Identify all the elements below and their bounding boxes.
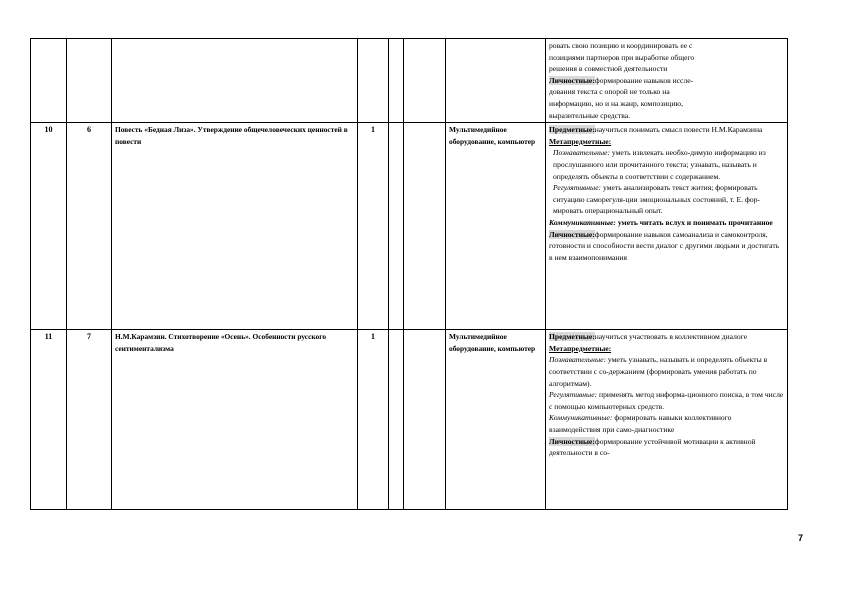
cell-empty (389, 330, 404, 510)
meta-label: Метапредметные: (549, 343, 612, 353)
continuation-line: ровать свою позицию и координировать ее с (549, 41, 693, 50)
page-number: 7 (798, 533, 804, 543)
cognitive-text: уметь извлекать необхо-димую информацию из прослушанного или прочитанного текста; узнавать, называть и определять объекты в соответствии с содержанием. (553, 148, 766, 181)
cell-empty (31, 39, 67, 123)
subject-outcome (549, 331, 784, 343)
cell-empty (389, 123, 404, 330)
subject-label: Предметные: (549, 332, 595, 342)
cognitive-label: Познавательные: (549, 355, 606, 365)
personal-outcome (549, 229, 784, 264)
cell-equipment: Мультимедийное оборудование, компьютер (446, 123, 546, 330)
cell-outcomes-continuation (546, 39, 788, 123)
subject-outcome (549, 124, 784, 136)
regulative-outcome (549, 389, 784, 412)
continuation-line: решения в совместной деятельности (549, 64, 668, 74)
cell-empty (404, 330, 446, 510)
table-row (31, 123, 788, 330)
table-row (31, 330, 788, 510)
regulative-text: уметь анализировать текст жития; формировать ситуацию саморегуля-ции эмоциональных состояний, т. Е. фор-мировать операциональный опыт. (553, 183, 760, 216)
continuation-line: дования текста с опорой не только на (549, 87, 670, 97)
cell-equipment: Мультимедийное оборудование, компьютер (446, 330, 546, 510)
cell-empty (404, 39, 446, 123)
personal-outcome (549, 436, 784, 459)
meta-label: Метапредметные: (549, 136, 612, 146)
cell-empty (404, 123, 446, 330)
cell-hours: 1 (358, 123, 389, 330)
cognitive-outcome (549, 147, 784, 182)
cognitive-outcome (549, 354, 784, 389)
subject-text: научиться участвовать в коллективном диалоге (594, 332, 748, 342)
cognitive-label: Познавательные: (553, 148, 610, 158)
cell-number: 11 (31, 330, 67, 510)
continuation-line: выразительные средства. (549, 110, 631, 120)
communicative-label: Коммуникативные: (549, 217, 616, 227)
cell-outcomes (546, 330, 788, 510)
communicative-text: уметь читать вслух и понимать прочитанное (617, 217, 773, 227)
cell-empty (67, 39, 112, 123)
cell-number: 10 (31, 123, 67, 330)
regulative-outcome (549, 182, 784, 217)
cognitive-text: уметь узнавать, называть и определять объекты в соответствии с со-держанием (формировать умения работать по алгоритмам). (549, 355, 768, 388)
continuation-line: позициями партнеров при выработке общего (549, 52, 695, 62)
personal-text: формирование навыков иссле- (594, 75, 694, 85)
personal-text: формирование устойчивой мотивации к активной деятельности в со- (549, 436, 756, 458)
cell-hours: 1 (358, 330, 389, 510)
lesson-plan-table (30, 38, 788, 510)
personal-label: Личностные: (549, 75, 595, 85)
personal-text: формирование навыков самоанализа и самоконтроля, готовности и способности вести диалог с другими людьми и достигать в нем взаимопонимания (549, 229, 780, 262)
communicative-label: Коммуникативные: (549, 413, 613, 423)
continuation-personal (549, 75, 784, 87)
cell-outcomes (546, 123, 788, 330)
cell-lesson-number: 7 (67, 330, 112, 510)
cell-empty (446, 39, 546, 123)
communicative-outcome (549, 412, 784, 435)
cell-empty (389, 39, 404, 123)
personal-label: Личностные: (549, 436, 595, 446)
cell-topic: Н.М.Карамзин. Стихотворение «Осень». Особенности русского сентиментализма (112, 330, 358, 510)
personal-label: Личностные: (549, 229, 595, 239)
cell-empty (358, 39, 389, 123)
communicative-outcome (549, 217, 784, 229)
table-row-continuation (31, 39, 788, 123)
subject-text: научиться понимать смысл повести Н.М.Карамзина (594, 125, 763, 135)
cell-topic: Повесть «Бедная Лиза». Утверждение общечеловеческих ценностей в повести (112, 123, 358, 330)
cell-lesson-number: 6 (67, 123, 112, 330)
cell-empty (112, 39, 358, 123)
regulative-label: Регулятивные: (549, 390, 598, 400)
subject-label: Предметные: (549, 125, 595, 135)
continuation-line: информацию, но и на жанр, композицию, (549, 98, 683, 108)
regulative-text: применять метод информа-ционного поиска, в том числе с помощью компьютерных средств. (549, 390, 784, 411)
regulative-label: Регулятивные: (553, 183, 602, 193)
communicative-text: формировать навыки коллективного взаимодействия при само-диагностике (549, 413, 732, 434)
